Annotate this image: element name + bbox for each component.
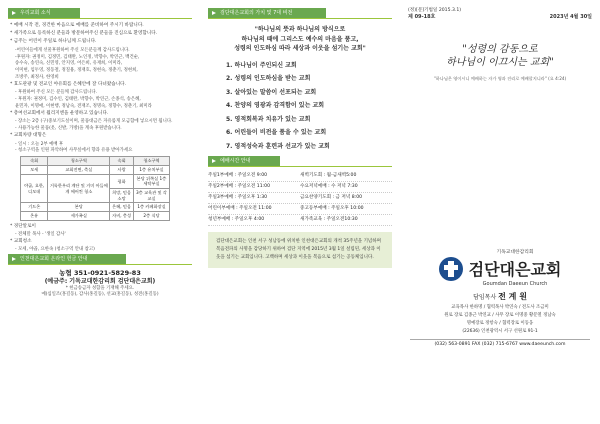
schedule-cell: 중고등부예배 : 주일오후 10:00	[300, 205, 364, 211]
bank-holder: (예금주: 기독교대한감리회 검단대은교회)	[44, 277, 156, 285]
schedule-row	[208, 204, 392, 215]
sub-note: -어린이들에게 선물후원하여 주신 모든분들께 감사드립니다.	[15, 47, 130, 53]
vision-item: 3. 살아있는 말씀이 선포되는 교회	[226, 88, 317, 96]
sub-note: 이미현, 임두영, 정동철, 정칠용, 정재호, 정현숙, 정춘기, 정현희,	[15, 68, 138, 74]
sub-note: -후원자: 권정미, 김정민, 김태완, 노인정, 박향수, 박연근, 백건순,	[15, 54, 140, 60]
note-1: * 예배 시작 전, 경건한 마음으로 예배를 준비하여 주시기 바랍니다.	[10, 23, 144, 28]
cleaning-table	[20, 156, 170, 220]
vision-item: 5. 영적회복과 치유가 있는 교회	[226, 115, 311, 123]
table-header-cell: 청소구역	[48, 157, 110, 166]
sub-notes-a	[8, 48, 192, 82]
issue-date: 2023년 4월 30일	[549, 14, 592, 21]
church-english-name: Goumdan Daeeun Church	[482, 281, 548, 288]
right-column	[400, 0, 600, 424]
pastor-name: 전 계 원	[498, 292, 527, 302]
schedule-row	[208, 215, 392, 226]
table-row	[21, 203, 170, 212]
news-notes	[8, 23, 192, 154]
table-header-cell: 속회	[110, 157, 134, 166]
vision-list	[226, 62, 392, 151]
sub-note: - 전체말 목사 - '생일 감사'	[15, 231, 66, 237]
table-cell: 교회전면, 측실	[48, 166, 110, 175]
vision-section-header	[208, 8, 392, 19]
theme-line: "성령의 감동으로	[462, 43, 538, 55]
schedule-cell: 수요저녁예배 : 수 저녁 7:30	[300, 184, 358, 190]
staff-line: (22636) 인천광역시 서구 선원로 91-1	[462, 328, 538, 334]
vision-item: 6. 어린들이 비전을 품을 수 있는 교회	[226, 129, 327, 137]
vision-item: 7. 영적성숙과 훈련과 선교가 있는 교회	[226, 142, 330, 150]
sub-note: - 후원하여 주신 모든 분들께 감사드립니다.	[15, 90, 98, 96]
table-cell: 1층 카페화장실	[133, 203, 169, 212]
sub-note: - 모세, 야곱, 요한속 (청소구역 안내 참고)	[15, 247, 95, 253]
schedule-cell: 새벽기도회 : 월-금새벽5:00	[300, 173, 357, 179]
table-cell: 세가족실	[48, 212, 110, 221]
schedule-cell: 주일1부예배 : 주일오전 9:00	[208, 173, 268, 179]
note-2: * 새가족으로 등록하신 분들과 방문하여주신 분들을 진심으로 환영합니다.	[10, 31, 158, 37]
news-section-header	[8, 8, 192, 19]
church-value-quote	[208, 25, 392, 54]
note-7: * 경단알로이	[10, 223, 36, 229]
church-intro: 검단대은교회는 인천 서구 성남동에 위치한 인천대은교회의 개척 35주년을 기념하며 복음전파의 사명을 감당하기 위하여 검단 지역에 2015년 3월 1일 설립된, 세상과 이웃을 섬기는 교회입니다. 고백하며 세상과 이웃을 복음으로 섬기는 공동체입니다.	[208, 232, 392, 268]
schedule-cell: 어린이부예배 : 주일오전 11:00	[208, 205, 272, 211]
bank-examples: 예)십일조(홍길동), 감사(홍길동), 선교(홍길동), 성전(홍길동)	[41, 291, 159, 297]
schedule-row	[208, 182, 392, 193]
vision-item: 4. 찬양의 영광과 감격함이 있는 교회	[226, 102, 325, 110]
news-title: 우리교회 소식	[8, 8, 80, 18]
bank-section-header	[8, 254, 192, 265]
church-logo-icon	[439, 257, 463, 281]
staff-list	[410, 305, 590, 335]
denomination: 기독교대한감리회	[496, 250, 534, 255]
bank-account: 농협 351-0921-5829-83	[59, 269, 141, 277]
table-cell: 기드온	[21, 203, 48, 212]
table-cell: 야곱, 요한, 디모데	[21, 174, 48, 203]
theme-line: 하나님이 이끄시는 교회"	[446, 57, 554, 69]
table-cell: 희망, 믿음 소망	[110, 189, 134, 203]
schedule-row	[208, 171, 392, 182]
table-cell: 자비, 충성	[110, 212, 134, 221]
staff-line: 교육목사 한하명 / 협력목사 박연숙 / 전도사 조금미	[451, 305, 549, 311]
table-cell: 온유	[21, 212, 48, 221]
sub-note: - 일시 : 오늘 2부 예배 후	[15, 141, 64, 147]
vision-item: 2. 성령의 인도하심을 받는 교회	[226, 75, 311, 83]
schedule-cell: 주일2부예배 : 주일오전 11:00	[208, 184, 271, 190]
sub-note: 송수숙, 송연숙, 신민영, 안지영, 어은희, 유재희, 이미라,	[15, 61, 123, 67]
middle-column	[200, 0, 400, 424]
table-cell: 본당	[48, 203, 110, 212]
note-5: * 총여선교회에서 월리지엔을 운영하고 있습니다.	[10, 111, 109, 117]
schedule-cell: 금요찬양기도회 : 금 저녁 8:00	[300, 195, 363, 200]
table-row	[21, 166, 170, 175]
sub-note: - 장소는 2층 (구)중보기도실이며, 물품대금은 자유롭게 모금함에 넣으시면 됩니다.	[15, 119, 173, 125]
church-name: 검단대은교회	[468, 259, 562, 279]
table-cell: 1층 유치부실	[133, 166, 169, 175]
sub-note: 조방주, 최정사, 한영희	[15, 75, 59, 81]
note-3: * 금주는 어린이 주일로 하나님께 드립니다.	[10, 39, 97, 45]
vision-item: 1. 하나님이 주인되신 교회	[226, 61, 297, 69]
annual-theme	[408, 43, 592, 70]
pastor-label: 담임목사	[473, 294, 497, 302]
sub-note: - 사용가능한 물품(옷, 신발, 가방)을 계속 후원받습니다.	[15, 126, 122, 132]
schedule-row	[208, 193, 392, 204]
quote-line: "하나님의 뜻과 하나님의 방식으로	[254, 26, 346, 33]
vision-title: 검단대은교회의 가치 및 7대 비전	[208, 8, 326, 18]
schedule-section-header	[208, 156, 392, 167]
worship-schedule	[208, 171, 392, 226]
issue-meta	[408, 8, 592, 21]
table-cell: 3층 교육관 및 각교실	[133, 189, 169, 203]
sub-notes-c	[8, 119, 192, 132]
quote-line: 하나님의 때에 그리스도 예수의 마음을 품고,	[241, 35, 359, 43]
staff-line: 원로 장로 김종근 박연교 / 사무 장로 이명중 황문열 정남숙	[444, 312, 556, 318]
sub-note: 윤민자, 이명애, 이현행, 정남숙, 전재조, 정명숙, 정향수, 정춘기, 최미라	[15, 104, 152, 110]
schedule-title: 예배시간 안내	[208, 156, 280, 166]
registration: (정)[문]기법일 2015.3.1)	[408, 8, 462, 13]
bible-verse: "하나님은 영이시니 예배하는 자가 영과 진리로 예배할지니라" (요 4:24)	[433, 75, 567, 81]
issue-number: 제 09-18호	[408, 14, 436, 21]
table-header-cell: 속회	[21, 157, 48, 166]
table-cell: 거룩한우리 계단 및 거미 아들에게 에어컨 청소	[48, 174, 110, 203]
sub-note: - 후원자: 권정미, 김수인, 김태완, 박향수, 박연근, 손종석, 송은혜,	[15, 97, 141, 103]
table-header-cell: 청소구역	[133, 157, 169, 166]
table-cell: 평화	[110, 174, 134, 188]
sub-notes-b	[8, 90, 192, 110]
table-row	[21, 174, 170, 188]
table-cell: 은혜, 믿음	[110, 203, 134, 212]
table-cell: 본당 뒤쪽실 1층 세탁부실	[133, 174, 169, 188]
table-cell: 사랑	[110, 166, 134, 175]
sub-note: - 청소구역을 인원 파악하여 사무실에서 향과 유용 받아가세요	[15, 148, 133, 154]
staff-line: 명예장로 정항숙 / 협력장로 이동웅	[466, 320, 534, 326]
table-header-row	[21, 157, 170, 166]
sub-notes-d	[8, 142, 192, 155]
bank-note: * 헌금송금자 성함을 기재해 주세요.	[65, 285, 135, 291]
table-cell: 2층 식당	[133, 212, 169, 221]
note-4: * 효도관광 및 전교인 야유회를 은혜안에 잘 다녀왔습니다.	[10, 82, 127, 88]
left-column	[0, 0, 200, 424]
table-row	[21, 212, 170, 221]
schedule-cell: 청년부예배 : 주일오후 4:00	[208, 216, 265, 222]
note-6: * 교회차량 대형은	[10, 133, 47, 139]
quote-line: 성령의 인도하심 따라 세상과 이웃을 섬기는 교회"	[234, 45, 366, 53]
bank-title: 인천대은교회 온라인 헌금 안내	[8, 254, 126, 264]
note-8: * 교회청소	[10, 238, 32, 244]
extra-notes	[8, 224, 192, 253]
contact-info: (032) 563-0891 FAX (032) 715-6767 www.daeeunch.com	[410, 339, 590, 348]
schedule-cell: 새가족교육 : 주일오전10:30	[300, 216, 358, 222]
senior-pastor	[410, 292, 590, 303]
church-identity	[410, 250, 590, 348]
table-cell: 모세	[21, 166, 48, 175]
schedule-cell: 주일3부예배 : 주일오후 1:30	[208, 195, 268, 200]
